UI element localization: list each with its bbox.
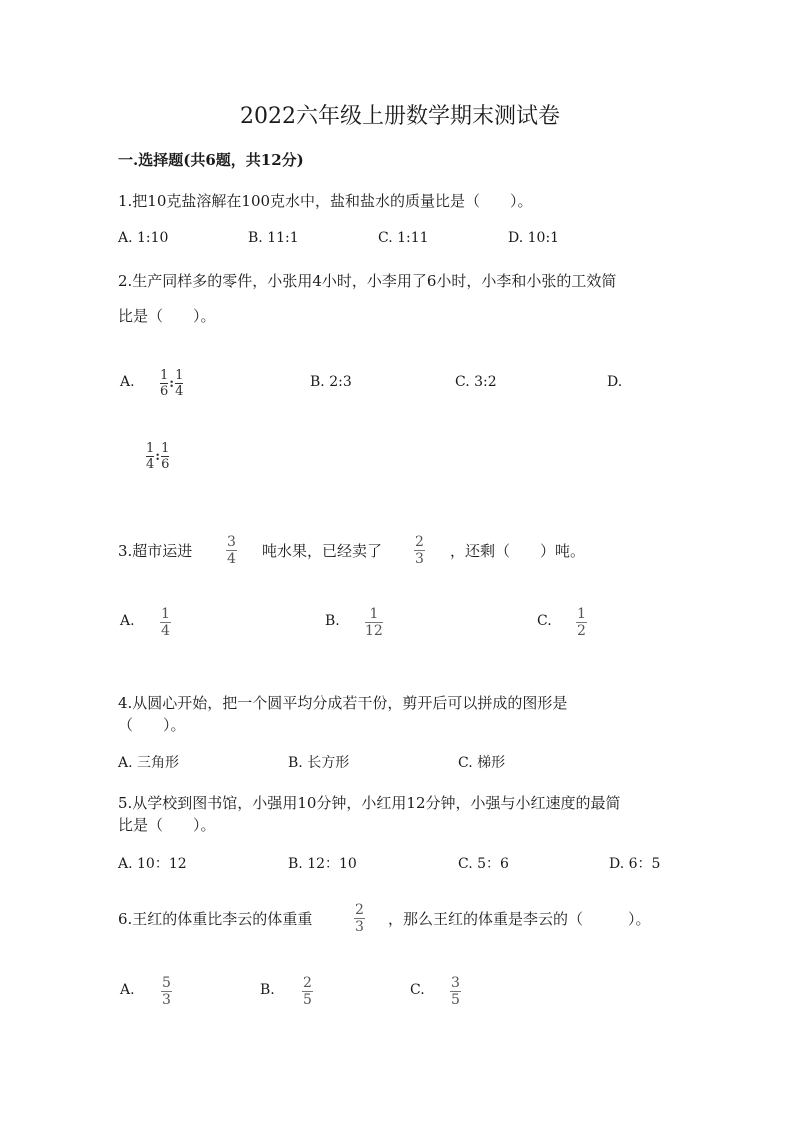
q2-option-a-label: A. (120, 374, 135, 390)
section-heading: 一.选择题(共6题，共12分) (118, 151, 304, 169)
q3-option-b-label: B. (325, 613, 340, 629)
question-6-text-part1: 6.王红的体重比李云的体重重 (118, 910, 313, 928)
fraction: 1 6 (161, 441, 170, 472)
q2-option-d-ratio: 1 4 : 1 6 (146, 441, 170, 472)
q1-option-d: D. 10:1 (508, 230, 560, 246)
q1-option-c: C. 1:11 (378, 230, 429, 246)
question-1-text: 1.把10克盐溶解在100克水中，盐和盐水的质量比是（ ）。 (118, 192, 533, 210)
page-title: 2022六年级上册数学期末测试卷 (240, 104, 560, 129)
q2-option-c: C. 3:2 (455, 374, 497, 390)
question-3-text-part3: ，还剩（ ）吨。 (450, 542, 586, 560)
q6-option-b-label: B. (260, 982, 275, 998)
question-4-text-line2: （ ）。 (118, 716, 186, 734)
q3-option-c-label: C. (537, 613, 552, 629)
q5-option-a: A. 10：12 (118, 856, 187, 872)
fraction: 1 4 (175, 368, 184, 399)
fraction: 1 4 (146, 441, 155, 472)
q2-option-d-label: D. (607, 374, 623, 390)
q1-option-b: B. 11:1 (248, 230, 299, 246)
q3-option-c-fraction: 1 2 (577, 606, 586, 639)
q3-fraction-three-quarters: 3 4 (227, 534, 236, 567)
q6-option-c-label: C. (410, 982, 425, 998)
question-5-text-line2: 比是（ ）。 (118, 816, 216, 834)
q5-option-d: D. 6：5 (609, 856, 661, 872)
q2-option-b: B. 2:3 (310, 374, 352, 390)
q5-option-b: B. 12：10 (288, 856, 357, 872)
q1-option-a: A. 1:10 (118, 230, 169, 246)
q2-option-a-ratio: 1 6 : 1 4 (160, 368, 184, 399)
q4-option-c: C. 梯形 (458, 755, 506, 771)
q3-option-a-fraction: 1 4 (161, 606, 170, 639)
q3-option-a-label: A. (120, 613, 135, 629)
question-2-text-line1: 2.生产同样多的零件，小张用4小时，小李用了6小时，小李和小张的工效简 (118, 272, 617, 290)
q5-option-c: C. 5：6 (458, 856, 509, 872)
question-6-text-part2: ，那么王红的体重是李云的（ ）。 (388, 910, 651, 928)
question-3-text-part2: 吨水果，已经卖了 (262, 542, 383, 560)
question-5-text-line1: 5.从学校到图书馆，小强用10分钟，小红用12分钟，小强与小红速度的最简 (118, 794, 621, 812)
question-3-text-part1: 3.超市运进 (118, 542, 193, 560)
question-2-text-line2: 比是（ ）。 (118, 307, 216, 325)
q6-fraction-two-thirds: 2 3 (355, 902, 364, 935)
q3-fraction-two-thirds: 2 3 (415, 534, 424, 567)
q6-option-a-fraction: 5 3 (162, 975, 171, 1008)
q6-option-a-label: A. (120, 982, 135, 998)
q6-option-c-fraction: 3 5 (451, 975, 460, 1008)
q4-option-b: B. 长方形 (288, 755, 350, 771)
q3-option-b-fraction: 1 12 (365, 606, 383, 639)
fraction: 1 6 (160, 368, 169, 399)
q6-option-b-fraction: 2 5 (303, 975, 312, 1008)
question-4-text-line1: 4.从圆心开始，把一个圆平均分成若干份，剪开后可以拼成的图形是 (118, 694, 568, 712)
q4-option-a: A. 三角形 (118, 755, 180, 771)
